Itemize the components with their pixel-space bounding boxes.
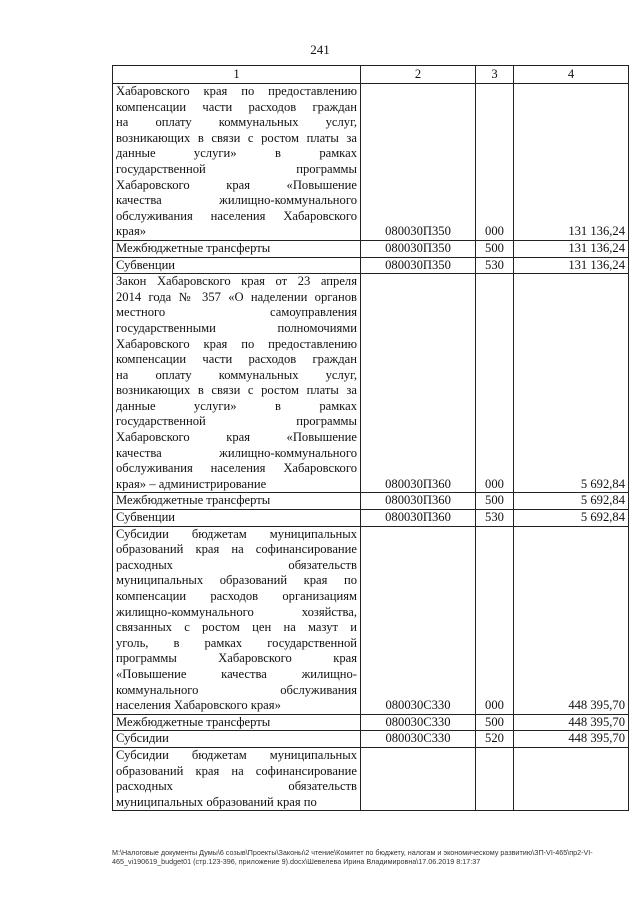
target-code-cell: 080030С330 [361,526,476,714]
row-name-line: расходных обязательств [116,557,357,572]
row-name-line: образований края на софинансирование [116,542,357,557]
row-name-line: Хабаровского края по предоставлению [116,336,357,351]
row-name-cell [113,84,361,241]
table-row [113,747,629,810]
row-name-line: Субвенции [116,510,176,525]
amount-cell: 5 692,84 [514,510,629,527]
target-code-cell: 080030С330 [361,731,476,748]
table-header-row [113,66,629,84]
row-name-line: Межбюджетные трансферты [116,493,271,508]
expense-type-cell: 500 [476,714,514,731]
target-code-cell: 080030П350 [361,257,476,274]
row-name-line: Хабаровского края «Повышение [116,177,357,192]
row-name-cell [113,510,361,527]
expense-type-cell: 530 [476,510,514,527]
amount-cell: 131 136,24 [514,240,629,257]
amount-cell: 131 136,24 [514,257,629,274]
file-path-footer: M:\Налоговые документы Думы\6 созыв\Проекты\Законы\2 чтение\Комитет по бюджету, налогам и экономическому развитию\ЗП-VI-465\пр2-VI-465_vi190619_budget01 (стр.123-396, приложение 9).docx\Шевелева Ирина Владимировна\17.06.2019 8:17:37 [112,848,593,866]
row-name-line: данные услуги» в рамках [116,398,357,413]
row-name-line: Субвенции [116,257,176,272]
table-row [113,510,629,527]
row-name-line: компенсации части расходов граждан [116,99,357,114]
row-name-line: Субсидии бюджетам муниципальных [116,526,357,541]
row-name-line: связанных с ростом цен на мазут и [116,620,357,635]
expense-type-cell: 000 [476,274,514,493]
page-number: 241 [310,42,330,57]
row-name-line: муниципальных образований края по [116,794,317,809]
row-name-cell [113,274,361,493]
row-name-line: Межбюджетные трансферты [116,240,271,255]
row-name-line: обслуживания населения Хабаровского [116,461,357,476]
amount-cell: 5 692,84 [514,274,629,493]
row-name-line: Хабаровского края по предоставлению [116,84,357,98]
row-name-cell [113,493,361,510]
row-name-cell [113,526,361,714]
table-row [113,714,629,731]
row-name-cell [113,257,361,274]
row-name-line: муниципальных образований края по [116,573,357,588]
row-name-line: местного самоуправления [116,305,357,320]
row-name-line: 2014 года № 357 «О наделении органов [116,289,357,304]
expense-type-cell: 500 [476,240,514,257]
row-name-line: программы Хабаровского края [116,651,357,666]
row-name-line: Закон Хабаровского края от 23 апреля [116,274,357,289]
target-code-cell: 080030П350 [361,240,476,257]
table-row [113,274,629,493]
amount-cell: 131 136,24 [514,84,629,241]
table-row [113,84,629,241]
column-header-2: 2 [361,66,476,84]
row-name-line: Межбюджетные трансферты [116,714,271,729]
row-name-line: уголь, в рамках государственной [116,635,357,650]
row-name-line: Субсидии [116,731,169,746]
expense-type-cell: 500 [476,493,514,510]
row-name-line: «Повышение качества жилищно- [116,666,357,681]
amount-cell: 448 395,70 [514,526,629,714]
target-code-cell: 080030П360 [361,493,476,510]
row-name-line: компенсации части расходов граждан [116,352,357,367]
row-name-line: возникающих в связи с ростом платы за [116,383,357,398]
table-row [113,240,629,257]
table-row [113,526,629,714]
row-name-line: государственными полномочиями [116,320,357,335]
row-name-line: населения Хабаровского края» [116,698,281,713]
row-name-line: жилищно-коммунального хозяйства, [116,604,357,619]
row-name-cell [113,240,361,257]
target-code-cell: 080030П350 [361,84,476,241]
row-name-cell [113,731,361,748]
row-name-line: на оплату коммунальных услуг, [116,367,357,382]
column-header-1: 1 [113,66,361,84]
target-code-cell: 080030П360 [361,274,476,493]
expense-type-cell: 000 [476,84,514,241]
row-name-line: Субсидии бюджетам муниципальных [116,747,357,762]
row-name-line: качества жилищно-коммунального [116,193,357,208]
row-name-line: образований края на софинансирование [116,763,357,778]
column-header-3: 3 [476,66,514,84]
row-name-line: на оплату коммунальных услуг, [116,115,357,130]
row-name-line: компенсации расходов организациям [116,589,357,603]
row-name-cell [113,747,361,810]
budget-table [112,65,629,811]
expense-type-cell [476,747,514,810]
expense-type-cell: 530 [476,257,514,274]
table-row [113,257,629,274]
row-name-cell [113,714,361,731]
row-name-line: края» [116,224,147,239]
amount-cell: 448 395,70 [514,731,629,748]
expense-type-cell: 520 [476,731,514,748]
row-name-line: качества жилищно-коммунального [116,445,357,460]
row-name-line: Хабаровского края «Повышение [116,430,357,445]
row-name-line: края» – администрирование [116,476,267,491]
amount-cell [514,747,629,810]
row-name-line: расходных обязательств [116,779,357,794]
expense-type-cell: 000 [476,526,514,714]
amount-cell: 448 395,70 [514,714,629,731]
table-row [113,731,629,748]
row-name-line: государственной программы [116,161,357,176]
amount-cell: 5 692,84 [514,493,629,510]
column-header-4: 4 [514,66,629,84]
table-row [113,493,629,510]
target-code-cell: 080030С330 [361,714,476,731]
row-name-line: обслуживания населения Хабаровского [116,208,357,223]
target-code-cell [361,747,476,810]
row-name-line: возникающих в связи с ростом платы за [116,130,357,145]
row-name-line: коммунального обслуживания [116,682,357,697]
target-code-cell: 080030П360 [361,510,476,527]
row-name-line: государственной программы [116,414,357,429]
row-name-line: данные услуги» в рамках [116,146,357,161]
